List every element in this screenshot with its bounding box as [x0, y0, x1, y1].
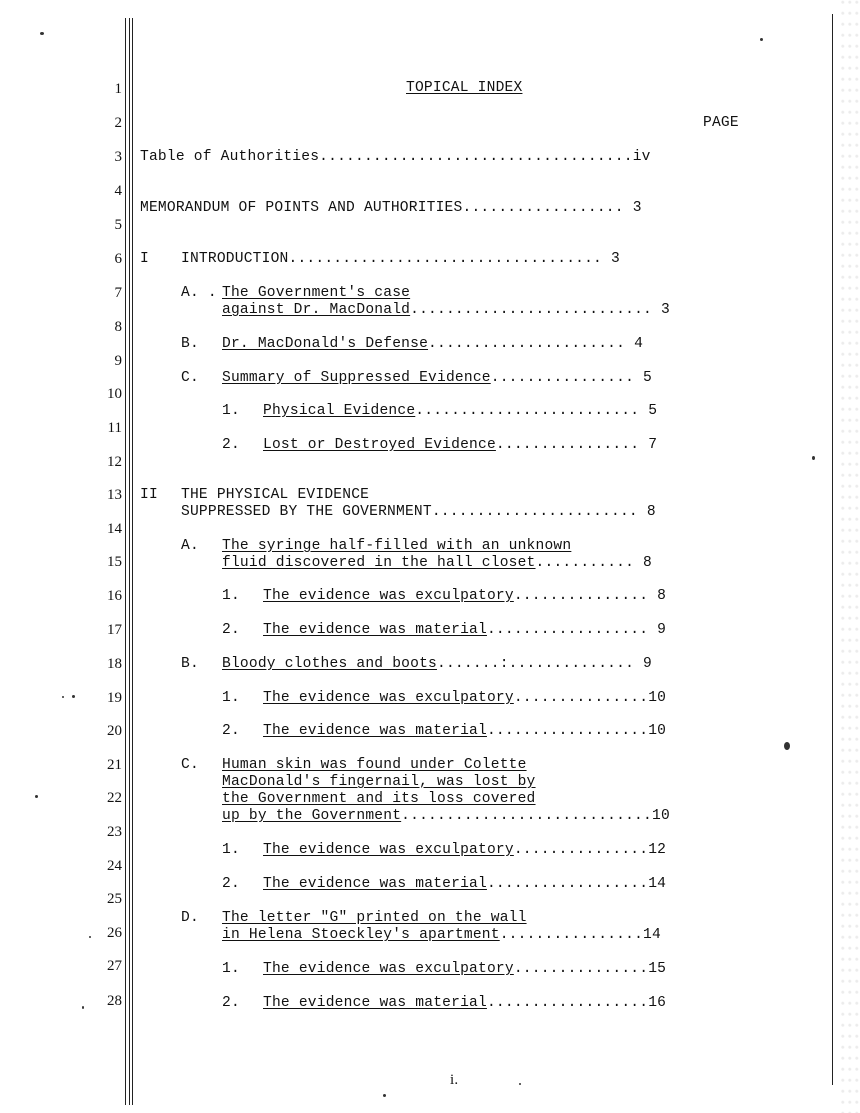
line-number: 25 — [107, 891, 122, 907]
line-number: 20 — [107, 723, 122, 739]
toc-entry-human-skin-cont: the Government and its loss covered — [222, 791, 536, 807]
toc-number: 2. — [222, 995, 240, 1011]
line-number: 7 — [114, 285, 122, 301]
toc-entry-human-skin-cont: MacDonald's fingernail, was lost by — [222, 774, 536, 790]
line-number: 11 — [107, 420, 122, 436]
page-title: TOPICAL INDEX — [406, 80, 523, 96]
scan-speck — [519, 1083, 521, 1085]
left-margin-rule — [132, 18, 133, 1105]
line-number: 18 — [107, 656, 122, 672]
scan-speck — [40, 32, 44, 35]
line-number: 6 — [114, 251, 122, 267]
line-number: 17 — [107, 622, 122, 638]
toc-number: 2. — [222, 876, 240, 892]
scan-speck — [89, 936, 91, 938]
left-margin-rule — [125, 18, 126, 1105]
line-number: 22 — [107, 790, 122, 806]
toc-entry-human-skin-cont: up by the Government............................10 — [222, 808, 670, 824]
toc-number: 2. — [222, 437, 240, 453]
line-number: 23 — [107, 824, 122, 840]
toc-section-number: I — [140, 251, 149, 267]
line-number: 5 — [114, 217, 122, 233]
toc-entry-government-case-cont: against Dr. MacDonald........................... 3 — [222, 302, 670, 318]
scan-speck — [760, 38, 763, 41]
toc-entry-lost-evidence: Lost or Destroyed Evidence................ 7 — [263, 437, 658, 453]
scan-noise-edge — [840, 0, 860, 1113]
toc-letter: B. — [181, 656, 199, 672]
toc-entry-physical-evidence: Physical Evidence......................... 5 — [263, 403, 658, 419]
scan-speck — [82, 1006, 84, 1009]
line-number: 28 — [107, 993, 122, 1009]
footer-page-number: i. — [450, 1072, 459, 1088]
toc-entry-bloody-clothes: Bloody clothes and boots.......:.............. 9 — [222, 656, 652, 672]
toc-entry-physical-heading-cont: SUPPRESSED BY THE GOVERNMENT....................... 8 — [181, 504, 656, 520]
scan-speck — [383, 1094, 386, 1097]
toc-letter: C. — [181, 370, 199, 386]
toc-entry-exculpatory: The evidence was exculpatory............... 8 — [263, 588, 667, 604]
line-number: 3 — [114, 149, 122, 165]
toc-entry-summary: Summary of Suppressed Evidence................ 5 — [222, 370, 652, 386]
toc-section-number: II — [140, 487, 158, 503]
line-number: 21 — [107, 757, 122, 773]
toc-number: 2. — [222, 622, 240, 638]
toc-entry-exculpatory: The evidence was exculpatory...............15 — [263, 961, 667, 977]
line-number: 14 — [107, 521, 122, 537]
toc-entry-syringe: The syringe half-filled with an unknown — [222, 538, 572, 554]
toc-entry-defense: Dr. MacDonald's Defense...................... 4 — [222, 336, 644, 352]
line-number: 24 — [107, 858, 122, 874]
toc-letter: A. . — [181, 285, 217, 301]
toc-entry-material: The evidence was material.................. 9 — [263, 622, 667, 638]
toc-entry-table-of-authorities: Table of Authorities...................................iv — [140, 149, 651, 165]
scan-speck — [72, 695, 75, 698]
toc-entry-human-skin: Human skin was found under Colette — [222, 757, 527, 773]
toc-entry-physical-heading: THE PHYSICAL EVIDENCE — [181, 487, 370, 503]
left-margin-rule — [129, 18, 130, 1105]
page-column-label: PAGE — [703, 115, 739, 131]
scan-speck — [35, 795, 38, 798]
line-number: 27 — [107, 958, 122, 974]
line-number: 2 — [114, 115, 122, 131]
toc-number: 1. — [222, 690, 240, 706]
line-number: 8 — [114, 319, 122, 335]
line-number: 19 — [107, 690, 122, 706]
line-number: 1 — [114, 81, 122, 97]
toc-letter: A. — [181, 538, 199, 554]
right-margin-rule — [832, 14, 833, 1085]
toc-entry-syringe-cont: fluid discovered in the hall closet........... 8 — [222, 555, 653, 571]
toc-letter: B. — [181, 336, 199, 352]
line-number: 9 — [114, 353, 122, 369]
toc-entry-material: The evidence was material..................14 — [263, 876, 667, 892]
line-number: 16 — [107, 588, 122, 604]
toc-entry-material: The evidence was material..................16 — [263, 995, 667, 1011]
toc-entry-government-case: The Government's case — [222, 285, 411, 301]
line-number: 4 — [114, 183, 122, 199]
toc-entry-introduction: INTRODUCTION................................... 3 — [181, 251, 620, 267]
line-number: 10 — [107, 386, 122, 402]
toc-entry-material: The evidence was material..................10 — [263, 723, 667, 739]
line-number: 13 — [107, 487, 122, 503]
line-number: 26 — [107, 925, 122, 941]
scan-speck — [62, 696, 64, 698]
toc-entry-letter-g-cont: in Helena Stoeckley's apartment................14 — [222, 927, 661, 943]
scan-speck — [812, 456, 815, 460]
toc-number: 2. — [222, 723, 240, 739]
toc-number: 1. — [222, 961, 240, 977]
toc-entry-letter-g: The letter "G" printed on the wall — [222, 910, 527, 926]
toc-number: 1. — [222, 403, 240, 419]
toc-number: 1. — [222, 842, 240, 858]
toc-letter: D. — [181, 910, 199, 926]
toc-entry-exculpatory: The evidence was exculpatory...............10 — [263, 690, 667, 706]
toc-letter: C. — [181, 757, 199, 773]
toc-entry-exculpatory: The evidence was exculpatory...............12 — [263, 842, 667, 858]
scan-speck — [784, 742, 790, 750]
toc-number: 1. — [222, 588, 240, 604]
line-number: 12 — [107, 454, 122, 470]
line-number: 15 — [107, 554, 122, 570]
toc-entry-memorandum: MEMORANDUM OF POINTS AND AUTHORITIES.................. 3 — [140, 200, 642, 216]
